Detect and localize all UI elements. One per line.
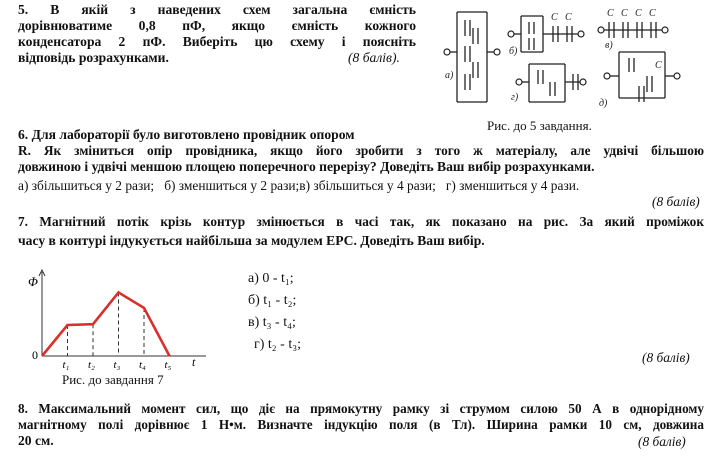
scheme-v — [601, 22, 665, 38]
q5-line-3: конденсатора 2 пФ. Виберіть цю схему і поясніть — [18, 34, 416, 49]
x-tick-label-5: t₅ — [164, 359, 172, 371]
scheme-label-a: а) — [445, 70, 454, 81]
origin-label: 0 — [32, 348, 38, 362]
q8-line-2: магнітному полі дорівнює 1 Н•м. Визначте індукцію поля (в Тл). Ширина рамки 10 см, довжина — [18, 417, 704, 432]
q6-line-1: 6. Для лабораторії було виготовлено провідник опором — [18, 127, 355, 142]
scheme-g — [519, 64, 583, 102]
cap-label-1: C — [551, 12, 558, 23]
x-tick-label-4: t₄ — [139, 359, 146, 371]
question-5 — [18, 2, 416, 66]
q7-options — [248, 268, 301, 356]
x-tick-label-1: t₁ — [62, 359, 70, 371]
scheme-label-d: д) — [599, 98, 608, 109]
scheme-label-v: в) — [605, 40, 613, 51]
y-axis-label: Φ — [28, 274, 38, 289]
q7-points: (8 балів) — [642, 350, 690, 365]
scheme-label-b: б) — [509, 46, 518, 57]
q6-points: (8 балів) — [652, 194, 700, 209]
q8-points: (8 балів) — [638, 434, 686, 449]
q5-line-4: відповідь розрахунками. — [18, 50, 169, 65]
q7-option-g: г) t₂ - t₃; — [254, 337, 301, 352]
x-axis-label: t — [192, 355, 196, 369]
cap-label-6: C — [649, 8, 656, 19]
q7-line-2: часу в контурі індукується найбільша за модулем ЕРС. Доведіть Ваш вибір. — [18, 233, 485, 248]
x-tick-label-3: t₃ — [113, 359, 121, 371]
q7-option-b: б) t₁ - t₂; — [248, 293, 297, 308]
flux-chart — [18, 262, 218, 374]
flux-series-line — [42, 292, 170, 356]
capacitor-schemes-figure — [443, 2, 705, 124]
q6-line-3: довжиною і удвічі меншою площею поперечного перерізу? Доведіть Ваш вибір розрахунками. — [18, 159, 595, 174]
question-6 — [18, 127, 704, 175]
q5-line-2: дорівнюватиме 0,8 пФ, якщо ємність кожного — [18, 18, 416, 33]
scheme-a — [447, 12, 497, 102]
x-tick-label-2: t₂ — [88, 359, 95, 371]
q7-figure-caption: Рис. до завдання 7 — [62, 372, 164, 387]
cap-label-7: C — [655, 60, 662, 71]
q7-line-1: 7. Магнітний потік крізь контур змінюється в часі так, як показано на рис. За який проміжок — [18, 214, 704, 229]
scheme-label-g: г) — [511, 92, 519, 103]
q8-line-1: 8. Максимальний момент сил, що діє на прямокутну рамку зі струмом силою 50 А в однорідному — [18, 401, 704, 416]
q7-option-v: в) t₃ - t₄; — [248, 315, 296, 330]
scheme-d — [607, 52, 677, 102]
cap-label-2: C — [565, 12, 572, 23]
q5-figure-caption: Рис. до 5 завдання. — [487, 118, 592, 133]
q8-line-3: 20 см. — [18, 433, 54, 448]
q5-line-1: 5. В якій з наведених схем загальна ємність — [18, 2, 416, 17]
q6-options: а) збільшиться у 2 рази; б) зменшиться у 2 рази;в) збільшиться у 4 рази; г) зменшиться у 4 рази. — [18, 178, 580, 193]
q5-points: (8 балів). — [348, 50, 400, 65]
question-8 — [18, 401, 704, 449]
question-7 — [18, 214, 704, 249]
cap-label-4: C — [621, 8, 628, 19]
q6-line-2: R. Як зміниться опір провідника, якщо його зробити з того ж матеріалу, але удвічі більшою — [18, 143, 704, 158]
q7-option-a: а) 0 - t₁; — [248, 271, 294, 286]
cap-label-5: C — [635, 8, 642, 19]
cap-label-3: C — [607, 8, 614, 19]
